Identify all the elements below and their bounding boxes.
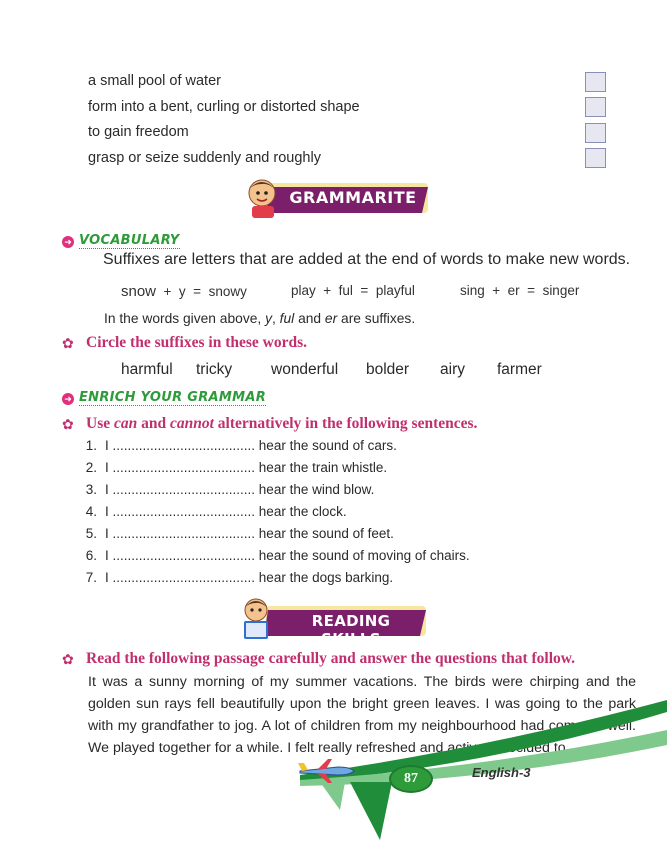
sentence-7: 7. I ...................................... hear the dogs barking. [85, 570, 394, 585]
word-wonderful: wonderful [271, 361, 339, 378]
flower-bullet-icon: ✿ [62, 335, 74, 351]
page-number: 87 [389, 765, 433, 793]
word-airy: airy [440, 361, 465, 378]
suffix-note: In the words given above, y, ful and er are suffixes. [104, 311, 416, 326]
word-farmer: farmer [497, 361, 542, 378]
answer-box-3[interactable] [585, 123, 606, 143]
can-cannot-instruction: Use can and cannot alternatively in the following sentences. [86, 415, 478, 432]
reading-passage: It was a sunny morning of my summer vacations. The birds were chirping and the golden sun rays fell beautifully upon the bright green leaves. I was going to the park with my grandfather to jog. A lot of children from my neighbourhood had come as well. We played together for a while. I felt really refreshed and active. I decided to [88, 674, 636, 756]
answer-box-2[interactable] [585, 97, 606, 117]
enrich-heading: ENRICH YOUR GRAMMAR [79, 390, 267, 405]
definition-4: grasp or seize suddenly and roughly [88, 150, 321, 166]
book-title: English-3 [472, 765, 531, 780]
grammarite-banner [240, 175, 430, 219]
answer-box-1[interactable] [585, 72, 606, 92]
sentence-4: 4. I ...................................... hear the clock. [85, 504, 347, 519]
circle-instruction: Circle the suffixes in these words. [86, 334, 307, 351]
definition-3: to gain freedom [88, 124, 189, 140]
cartoon-reader-icon [244, 599, 268, 639]
sentence-5: 5. I ...................................... hear the sound of feet. [85, 526, 394, 541]
sentence-3: 3. I ...................................... hear the wind blow. [85, 482, 375, 497]
flower-bullet-icon: ✿ [62, 651, 74, 667]
cartoon-kid-icon [249, 180, 275, 218]
reading-skills-title: READING SKILLS [311, 612, 391, 648]
sentence-1: 1. I ...................................... hear the sound of cars. [85, 438, 397, 453]
example-singer: sing + er = singer [460, 283, 580, 298]
flower-bullet-icon: ✿ [62, 416, 74, 432]
word-harmful: harmful [121, 361, 173, 378]
airplane-icon [298, 757, 358, 785]
answer-box-4[interactable] [585, 148, 606, 168]
reading-instruction: Read the following passage carefully and answer the questions that follow. [86, 650, 575, 667]
vocabulary-intro: Suffixes are letters that are added at the end of words to make new words. [103, 251, 631, 268]
definition-2: form into a bent, curling or distorted shape [88, 99, 360, 115]
sentence-2: 2. I ...................................... hear the train whistle. [85, 460, 388, 475]
example-snowy: snow + y = snowy [121, 283, 247, 300]
vocabulary-heading: VOCABULARY [79, 233, 180, 248]
reading-skills-banner [238, 596, 428, 648]
sentence-6: 6. I ...................................... hear the sound of moving of chairs. [85, 548, 470, 563]
definition-1: a small pool of water [88, 73, 221, 89]
arrow-right-icon: ➜ [62, 236, 74, 248]
example-playful: play + ful = playful [291, 283, 415, 298]
arrow-right-icon: ➜ [62, 393, 74, 405]
word-tricky: tricky [196, 361, 233, 378]
word-bolder: bolder [366, 361, 410, 378]
sentence-list [75, 438, 470, 592]
grammarite-title: GRAMMARITE [289, 188, 417, 207]
